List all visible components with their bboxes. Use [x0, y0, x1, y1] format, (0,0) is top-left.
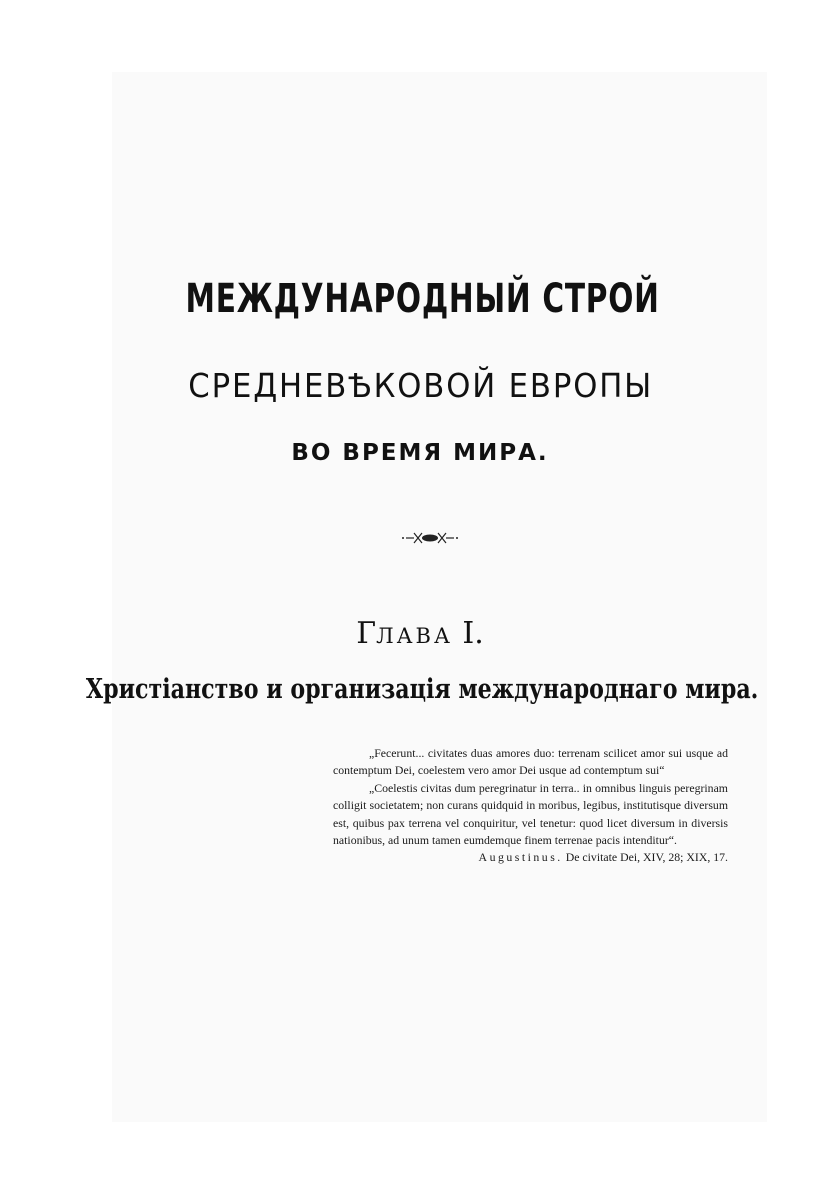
book-title-line-3: ВО ВРЕМЯ МИРА.	[291, 440, 549, 466]
epigraph-author: Augustinus.	[478, 850, 563, 865]
epigraph-citation	[333, 849, 728, 866]
chapter-heading	[0, 616, 840, 651]
chapter-title: Христіанство и организація международнаго мира.	[85, 674, 759, 705]
epigraph-quote-1: „Fecerunt... civitates duas amores duo: terrenam scilicet amor sui usque ad contemptum Dei, coelestem vero amor Dei usque ad contemptum sui“	[333, 746, 728, 778]
epigraph-source: De civitate Dei, XIV, 28; XIX, 17.	[565, 850, 728, 865]
epigraph-quote-2: „Coelestis civitas dum peregrinatur in terra.. in omnibus linguis peregrinam colligit societatem; non curans quidquid in moribus, legibus, institutisque diversum est, quibus pax terrena vel conquiritur, vel tenetur: quod licet diversum in diversis nationibus, ad unum tamen eumdemque finem terrenae pacis intenditur“.	[333, 780, 728, 848]
book-title-line-2: СРЕДНЕВѢКОВОЙ ЕВРОПЫ	[188, 366, 654, 405]
chapter-number: I.	[462, 616, 484, 651]
book-title-line-1: МЕЖДУНАРОДНЫЙ СТРОЙ	[185, 276, 660, 322]
epigraph	[333, 745, 728, 867]
page-sheet	[112, 72, 767, 1122]
divider-ornament-icon	[400, 530, 460, 546]
chapter-heading-initial: Г	[356, 616, 377, 651]
chapter-heading-word: ЛАВА	[376, 624, 453, 648]
